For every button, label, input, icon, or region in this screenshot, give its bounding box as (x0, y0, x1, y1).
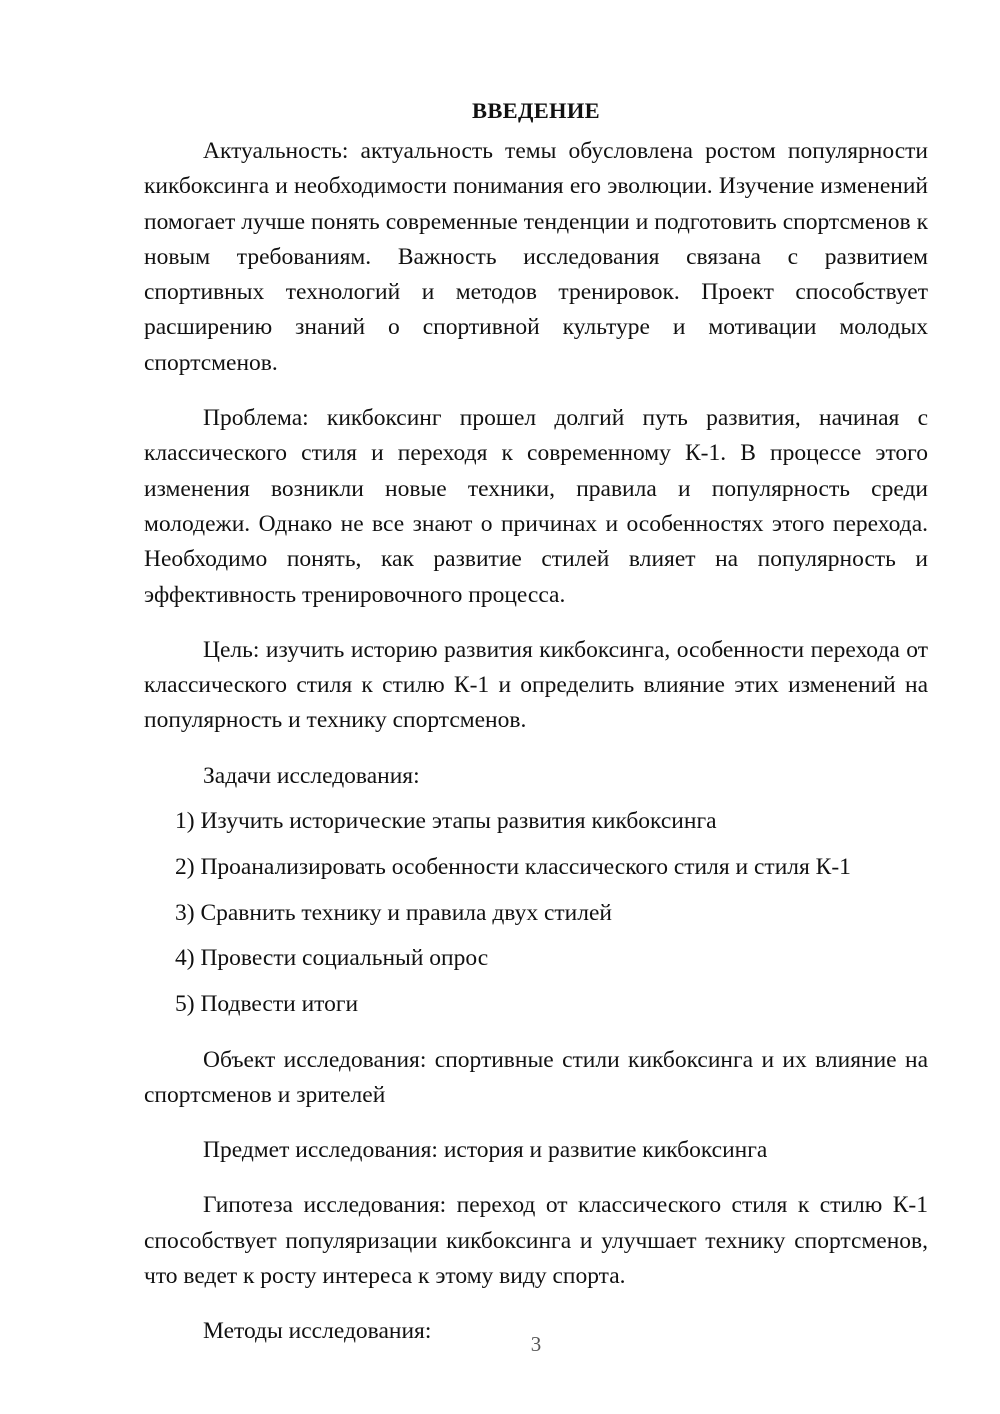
task-item: 2) Проанализировать особенности классического стиля и стиля К-1 (175, 853, 851, 880)
task-item: 3) Сравнить технику и правила двух стилей (175, 899, 612, 926)
page-title: ВВЕДЕНИЕ (472, 98, 600, 123)
page-content (144, 96, 928, 1350)
page-number: 3 (530, 1332, 542, 1356)
tasks-heading: Задачи исследования: (203, 762, 420, 789)
methods-paragraph: Методы исследования: (203, 1318, 432, 1345)
tasks-list (144, 804, 928, 1022)
task-item: 4) Провести социальный опрос (175, 945, 489, 972)
hypothesis-paragraph: Гипотеза исследования: переход от классического стиля к стилю К-1 способствует популяризации кикбоксинга и улучшает технику спортсменов, что ведет к росту интереса к этому виду спорта. (144, 1192, 928, 1290)
task-item: 1) Изучить исторические этапы развития кикбоксинга (175, 808, 717, 835)
goal-paragraph: Цель: изучить историю развития кикбоксинга, особенности перехода от классического стиля к стилю К-1 и определить влияние этих изменений на популярность и технику спортсменов. (144, 636, 928, 734)
object-paragraph: Объект исследования: спортивные стили кикбоксинга и их влияние на спортсменов и зрителей (144, 1046, 928, 1108)
relevance-paragraph: Актуальность: актуальность темы обусловлена ростом популярности кикбоксинга и необходимости понимания его эволюции. Изучение изменений помогает лучше понять современные тенденции и подготовить спортсменов к новым требованиям. Важность исследования связана с развитием спортивных технологий и методов тренировок. Проект способствует расширению знаний о спортивной культуре и мотивации молодых спортсменов. (144, 138, 928, 376)
subject-paragraph: Предмет исследования: история и развитие кикбоксинга (203, 1137, 768, 1164)
problem-paragraph: Проблема: кикбоксинг прошел долгий путь развития, начиная с классического стиля и переходя к современному К-1. В процессе этого изменения возникли новые техники, правила и популярность среди молодежи. Однако не все знают о причинах и особенностях этого перехода. Необходимо понять, как развитие стилей влияет на популярность и эффективность тренировочного процесса. (144, 405, 928, 608)
task-item: 5) Подвести итоги (175, 991, 359, 1018)
